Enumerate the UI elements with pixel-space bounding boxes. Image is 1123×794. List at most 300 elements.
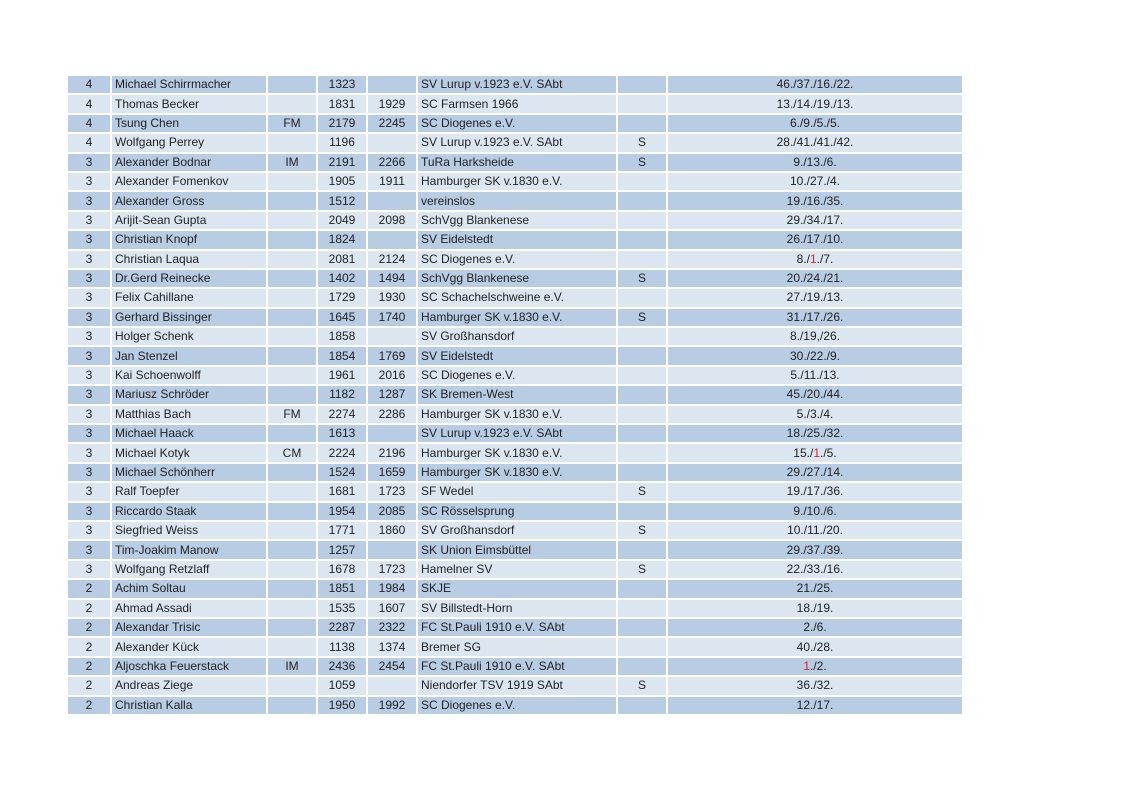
table-row (68, 95, 962, 112)
club-cell: SC Diogenes e.V. (418, 251, 616, 268)
rating-2-cell: 1723 (368, 561, 416, 578)
player-name-cell: Michael Kotyk (112, 444, 266, 461)
rating-2-cell (368, 76, 416, 93)
title-cell (268, 638, 316, 655)
table-row (68, 309, 962, 326)
rank-cell: 3 (68, 367, 110, 384)
rating-2-cell: 1769 (368, 347, 416, 364)
club-cell: SC Farmsen 1966 (418, 95, 616, 112)
placements-cell: 5./11./13. (668, 367, 962, 384)
senior-flag-cell (618, 347, 666, 364)
club-cell: FC St.Pauli 1910 e.V. SAbt (418, 619, 616, 636)
rating-1-cell: 1182 (318, 386, 366, 403)
rating-2-cell: 1287 (368, 386, 416, 403)
rating-1-cell: 1512 (318, 192, 366, 209)
club-cell: Hamburger SK v.1830 e.V. (418, 444, 616, 461)
title-cell (268, 347, 316, 364)
title-cell (268, 95, 316, 112)
rank-cell: 2 (68, 677, 110, 694)
rating-2-cell (368, 134, 416, 151)
placements-cell: 5./3./4. (668, 406, 962, 423)
senior-flag-cell (618, 231, 666, 248)
club-cell: SV Lurup v.1923 e.V. SAbt (418, 425, 616, 442)
rank-cell: 3 (68, 212, 110, 229)
club-cell: SC Diogenes e.V. (418, 367, 616, 384)
placements-cell: 40./28. (668, 638, 962, 655)
title-cell: CM (268, 444, 316, 461)
player-name-cell: Gerhard Bissinger (112, 309, 266, 326)
title-cell (268, 386, 316, 403)
senior-flag-cell (618, 192, 666, 209)
rating-1-cell: 2191 (318, 154, 366, 171)
club-cell: SKJE (418, 580, 616, 597)
placements-cell: 27./19./13. (668, 289, 962, 306)
table-row (68, 483, 962, 500)
rating-1-cell: 1524 (318, 464, 366, 481)
rating-2-cell: 2196 (368, 444, 416, 461)
player-name-cell: Matthias Bach (112, 406, 266, 423)
placements-cell: 13./14./19./13. (668, 95, 962, 112)
player-name-cell: Tim-Joakim Manow (112, 541, 266, 558)
rating-1-cell: 1196 (318, 134, 366, 151)
senior-flag-cell (618, 600, 666, 617)
rating-1-cell: 1678 (318, 561, 366, 578)
title-cell (268, 464, 316, 481)
player-name-cell: Christian Laqua (112, 251, 266, 268)
rank-cell: 3 (68, 289, 110, 306)
table-row (68, 503, 962, 520)
rating-2-cell: 1984 (368, 580, 416, 597)
rating-1-cell: 2179 (318, 115, 366, 132)
rating-2-cell: 1659 (368, 464, 416, 481)
senior-flag-cell (618, 251, 666, 268)
rating-1-cell: 1854 (318, 347, 366, 364)
rank-cell: 2 (68, 697, 110, 714)
rating-1-cell: 1905 (318, 173, 366, 190)
title-cell (268, 503, 316, 520)
club-cell: Niendorfer TSV 1919 SAbt (418, 677, 616, 694)
placements-cell: 21./25. (668, 580, 962, 597)
placement-text: 15./ (793, 445, 814, 460)
title-cell (268, 76, 316, 93)
rating-2-cell: 1930 (368, 289, 416, 306)
placements-cell: 10./27./4. (668, 173, 962, 190)
placements-cell: 18./19. (668, 600, 962, 617)
senior-flag-cell: S (618, 134, 666, 151)
rating-2-cell (368, 231, 416, 248)
club-cell: SV Lurup v.1923 e.V. SAbt (418, 134, 616, 151)
club-cell: vereinslos (418, 192, 616, 209)
placements-cell: 30./22./9. (668, 347, 962, 364)
player-name-cell: Michael Schirrmacher (112, 76, 266, 93)
placements-cell: 6./9./5./5. (668, 115, 962, 132)
rating-1-cell: 1257 (318, 541, 366, 558)
rank-cell: 3 (68, 444, 110, 461)
placement-highlight: 1 (809, 251, 817, 266)
placements-cell: 31./17./26. (668, 309, 962, 326)
table-row (68, 580, 962, 597)
title-cell (268, 522, 316, 539)
senior-flag-cell: S (618, 522, 666, 539)
table-row (68, 406, 962, 423)
rating-1-cell: 1954 (318, 503, 366, 520)
club-cell: Hamburger SK v.1830 e.V. (418, 309, 616, 326)
table-row (68, 76, 962, 93)
placements-cell: 29./34./17. (668, 212, 962, 229)
rating-1-cell: 1323 (318, 76, 366, 93)
rating-2-cell: 2124 (368, 251, 416, 268)
senior-flag-cell (618, 212, 666, 229)
rating-2-cell: 2016 (368, 367, 416, 384)
table-row (68, 425, 962, 442)
club-cell: SC Rösselsprung (418, 503, 616, 520)
rating-2-cell: 2098 (368, 212, 416, 229)
table-row (68, 212, 962, 229)
club-cell: SC Diogenes e.V. (418, 697, 616, 714)
club-cell: TuRa Harksheide (418, 154, 616, 171)
title-cell (268, 192, 316, 209)
player-name-cell: Alexandar Trisic (112, 619, 266, 636)
table-row (68, 561, 962, 578)
title-cell (268, 134, 316, 151)
title-cell (268, 600, 316, 617)
senior-flag-cell (618, 115, 666, 132)
player-name-cell: Mariusz Schröder (112, 386, 266, 403)
title-cell (268, 289, 316, 306)
placements-cell (668, 251, 962, 268)
senior-flag-cell: S (618, 677, 666, 694)
player-name-cell: Alexander Bodnar (112, 154, 266, 171)
senior-flag-cell (618, 386, 666, 403)
title-cell (268, 425, 316, 442)
placement-text: ./7. (816, 251, 834, 266)
rank-cell: 3 (68, 483, 110, 500)
rating-1-cell: 1729 (318, 289, 366, 306)
table-row (68, 270, 962, 287)
table-row (68, 192, 962, 209)
player-name-cell: Michael Schönherr (112, 464, 266, 481)
title-cell: FM (268, 115, 316, 132)
rating-2-cell: 1723 (368, 483, 416, 500)
player-name-cell: Siegfried Weiss (112, 522, 266, 539)
rating-1-cell: 1059 (318, 677, 366, 694)
placements-cell: 19./16./35. (668, 192, 962, 209)
rating-2-cell: 2322 (368, 619, 416, 636)
club-cell: SV Großhansdorf (418, 328, 616, 345)
club-cell: SchVgg Blankenese (418, 212, 616, 229)
senior-flag-cell (618, 658, 666, 675)
rating-1-cell: 2287 (318, 619, 366, 636)
title-cell (268, 580, 316, 597)
club-cell: SV Eidelstedt (418, 231, 616, 248)
senior-flag-cell (618, 328, 666, 345)
senior-flag-cell: S (618, 483, 666, 500)
table-row (68, 386, 962, 403)
table-row (68, 619, 962, 636)
placements-cell: 26./17./10. (668, 231, 962, 248)
title-cell: IM (268, 658, 316, 675)
rating-2-cell: 2085 (368, 503, 416, 520)
rating-2-cell (368, 328, 416, 345)
title-cell (268, 173, 316, 190)
placement-text: ./2. (810, 658, 827, 673)
table-row (68, 464, 962, 481)
club-cell: SV Eidelstedt (418, 347, 616, 364)
senior-flag-cell (618, 95, 666, 112)
rating-2-cell: 2266 (368, 154, 416, 171)
rank-cell: 3 (68, 154, 110, 171)
senior-flag-cell (618, 173, 666, 190)
club-cell: Hamburger SK v.1830 e.V. (418, 406, 616, 423)
club-cell: Bremer SG (418, 638, 616, 655)
senior-flag-cell: S (618, 270, 666, 287)
rating-1-cell: 1535 (318, 600, 366, 617)
senior-flag-cell (618, 406, 666, 423)
player-name-cell: Aljoschka Feuerstack (112, 658, 266, 675)
placements-cell: 9./13./6. (668, 154, 962, 171)
player-name-cell: Michael Haack (112, 425, 266, 442)
club-cell: Hamburger SK v.1830 e.V. (418, 464, 616, 481)
senior-flag-cell (618, 503, 666, 520)
rank-cell: 3 (68, 406, 110, 423)
title-cell (268, 677, 316, 694)
rating-2-cell: 1740 (368, 309, 416, 326)
rating-1-cell: 1681 (318, 483, 366, 500)
player-name-cell: Alexander Kück (112, 638, 266, 655)
title-cell: FM (268, 406, 316, 423)
rank-cell: 3 (68, 425, 110, 442)
rating-1-cell: 1138 (318, 638, 366, 655)
rank-cell: 2 (68, 619, 110, 636)
club-cell: SV Billstedt-Horn (418, 600, 616, 617)
rating-2-cell: 1607 (368, 600, 416, 617)
table-row (68, 251, 962, 268)
table-row (68, 638, 962, 655)
title-cell (268, 561, 316, 578)
table-row (68, 444, 962, 461)
results-table (66, 74, 964, 716)
rank-cell: 3 (68, 328, 110, 345)
player-name-cell: Tsung Chen (112, 115, 266, 132)
club-cell: Hamburger SK v.1830 e.V. (418, 173, 616, 190)
senior-flag-cell (618, 289, 666, 306)
rank-cell: 3 (68, 173, 110, 190)
placement-text: 8./ (796, 251, 810, 266)
placements-cell: 28./41./41./42. (668, 134, 962, 151)
placements-cell: 18./25./32. (668, 425, 962, 442)
table-row (68, 231, 962, 248)
player-name-cell: Ralf Toepfer (112, 483, 266, 500)
rank-cell: 3 (68, 231, 110, 248)
club-cell: SV Großhansdorf (418, 522, 616, 539)
rating-1-cell: 1613 (318, 425, 366, 442)
rating-2-cell (368, 677, 416, 694)
rating-1-cell: 1831 (318, 95, 366, 112)
rating-2-cell: 1992 (368, 697, 416, 714)
placements-cell: 29./37./39. (668, 541, 962, 558)
rating-1-cell: 2049 (318, 212, 366, 229)
club-cell: Hamelner SV (418, 561, 616, 578)
player-name-cell: Christian Kalla (112, 697, 266, 714)
rating-1-cell: 2436 (318, 658, 366, 675)
placements-cell (668, 444, 962, 461)
rating-1-cell: 1402 (318, 270, 366, 287)
club-cell: SC Diogenes e.V. (418, 115, 616, 132)
player-name-cell: Riccardo Staak (112, 503, 266, 520)
rank-cell: 3 (68, 561, 110, 578)
table-row (68, 541, 962, 558)
rank-cell: 3 (68, 503, 110, 520)
player-name-cell: Ahmad Assadi (112, 600, 266, 617)
placements-cell: 45./20./44. (668, 386, 962, 403)
placements-cell: 36./32. (668, 677, 962, 694)
placements-cell: 19./17./36. (668, 483, 962, 500)
placement-highlight: 1 (813, 445, 820, 460)
player-name-cell: Alexander Fomenkov (112, 173, 266, 190)
rank-cell: 2 (68, 638, 110, 655)
rating-1-cell: 1851 (318, 580, 366, 597)
senior-flag-cell: S (618, 561, 666, 578)
player-name-cell: Holger Schenk (112, 328, 266, 345)
rating-1-cell: 2224 (318, 444, 366, 461)
rating-2-cell (368, 192, 416, 209)
rating-2-cell: 2245 (368, 115, 416, 132)
rating-2-cell (368, 541, 416, 558)
placement-highlight: 1 (803, 658, 810, 673)
club-cell: FC St.Pauli 1910 e.V. SAbt (418, 658, 616, 675)
rating-1-cell: 1950 (318, 697, 366, 714)
rank-cell: 3 (68, 270, 110, 287)
senior-flag-cell (618, 638, 666, 655)
rank-cell: 3 (68, 464, 110, 481)
title-cell (268, 309, 316, 326)
placements-cell: 10./11./20. (668, 522, 962, 539)
senior-flag-cell (618, 76, 666, 93)
senior-flag-cell (618, 425, 666, 442)
player-name-cell: Jan Stenzel (112, 347, 266, 364)
club-cell: SC Schachelschweine e.V. (418, 289, 616, 306)
rank-cell: 3 (68, 522, 110, 539)
rating-1-cell: 1858 (318, 328, 366, 345)
title-cell (268, 212, 316, 229)
rank-cell: 3 (68, 192, 110, 209)
player-name-cell: Kai Schoenwolff (112, 367, 266, 384)
title-cell (268, 697, 316, 714)
placements-cell (668, 658, 962, 675)
senior-flag-cell (618, 619, 666, 636)
player-name-cell: Achim Soltau (112, 580, 266, 597)
player-name-cell: Wolfgang Perrey (112, 134, 266, 151)
table-row (68, 658, 962, 675)
rating-2-cell: 1494 (368, 270, 416, 287)
rank-cell: 4 (68, 134, 110, 151)
player-name-cell: Wolfgang Retzlaff (112, 561, 266, 578)
rating-1-cell: 2274 (318, 406, 366, 423)
rank-cell: 2 (68, 600, 110, 617)
title-cell: IM (268, 154, 316, 171)
placement-text: ./5. (820, 445, 837, 460)
rating-1-cell: 2081 (318, 251, 366, 268)
rating-2-cell: 1860 (368, 522, 416, 539)
club-cell: SK Union Eimsbüttel (418, 541, 616, 558)
rank-cell: 3 (68, 386, 110, 403)
title-cell (268, 483, 316, 500)
rating-1-cell: 1771 (318, 522, 366, 539)
rank-cell: 4 (68, 76, 110, 93)
table-row (68, 154, 962, 171)
player-name-cell: Andreas Ziege (112, 677, 266, 694)
player-name-cell: Thomas Becker (112, 95, 266, 112)
rating-2-cell (368, 425, 416, 442)
rank-cell: 3 (68, 541, 110, 558)
senior-flag-cell (618, 367, 666, 384)
player-name-cell: Felix Cahillane (112, 289, 266, 306)
rank-cell: 4 (68, 115, 110, 132)
rating-1-cell: 1824 (318, 231, 366, 248)
player-name-cell: Arijit-Sean Gupta (112, 212, 266, 229)
club-cell: SchVgg Blankenese (418, 270, 616, 287)
table-row (68, 677, 962, 694)
table-row (68, 600, 962, 617)
rank-cell: 4 (68, 95, 110, 112)
placements-cell: 22./33./16. (668, 561, 962, 578)
title-cell (268, 619, 316, 636)
rating-2-cell: 1929 (368, 95, 416, 112)
rating-2-cell: 1911 (368, 173, 416, 190)
title-cell (268, 251, 316, 268)
placements-cell: 8./19,/26. (668, 328, 962, 345)
player-name-cell: Dr.Gerd Reinecke (112, 270, 266, 287)
senior-flag-cell (618, 697, 666, 714)
title-cell (268, 367, 316, 384)
rating-1-cell: 1961 (318, 367, 366, 384)
table-row (68, 115, 962, 132)
rank-cell: 3 (68, 309, 110, 326)
table-row (68, 289, 962, 306)
club-cell: SK Bremen-West (418, 386, 616, 403)
placements-cell: 12./17. (668, 697, 962, 714)
rating-2-cell: 2454 (368, 658, 416, 675)
title-cell (268, 328, 316, 345)
club-cell: SF Wedel (418, 483, 616, 500)
senior-flag-cell (618, 444, 666, 461)
rank-cell: 2 (68, 580, 110, 597)
rating-2-cell: 2286 (368, 406, 416, 423)
title-cell (268, 541, 316, 558)
placements-cell: 46./37./16./22. (668, 76, 962, 93)
placements-cell: 2./6. (668, 619, 962, 636)
placements-cell: 20./24./21. (668, 270, 962, 287)
placements-cell: 29./27./14. (668, 464, 962, 481)
rating-2-cell: 1374 (368, 638, 416, 655)
senior-flag-cell (618, 464, 666, 481)
table-row (68, 173, 962, 190)
senior-flag-cell (618, 580, 666, 597)
senior-flag-cell: S (618, 309, 666, 326)
player-name-cell: Alexander Gross (112, 192, 266, 209)
results-table-body (68, 76, 962, 714)
rating-1-cell: 1645 (318, 309, 366, 326)
player-name-cell: Christian Knopf (112, 231, 266, 248)
title-cell (268, 231, 316, 248)
table-row (68, 347, 962, 364)
title-cell (268, 270, 316, 287)
placements-cell: 9./10./6. (668, 503, 962, 520)
rank-cell: 2 (68, 658, 110, 675)
table-row (68, 367, 962, 384)
table-row (68, 328, 962, 345)
table-row (68, 134, 962, 151)
